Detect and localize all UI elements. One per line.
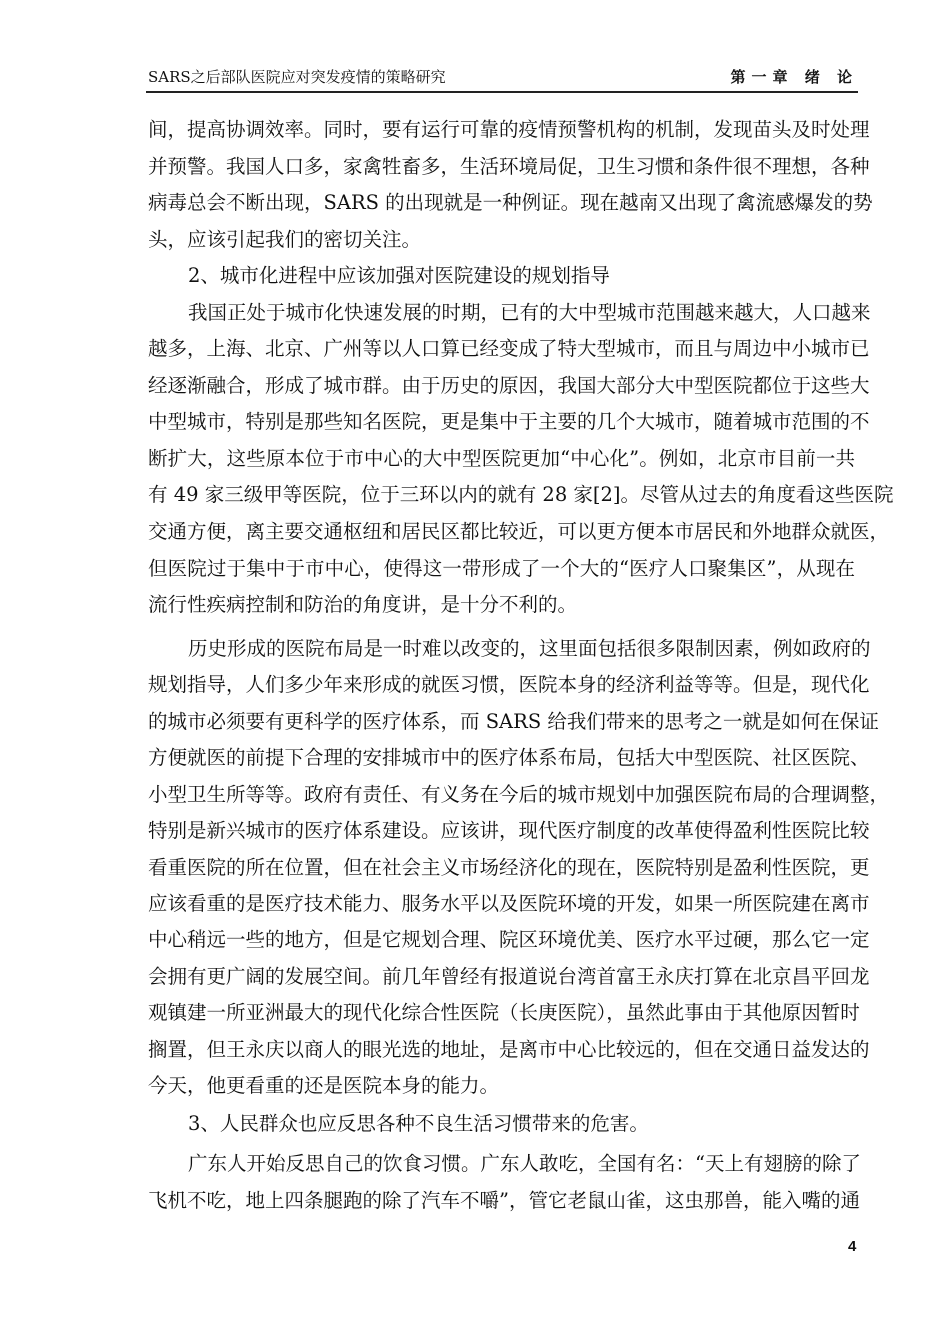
text-line: 断扩大，这些原本位于市中心的大中型医院更加“中心化”。例如，北京市目前一共 (148, 447, 855, 470)
text-line: 头，应该引起我们的密切关注。 (148, 228, 422, 251)
text-line: 我国正处于城市化快速发展的时期，已有的大中型城市范围越来越大，人口越来 (188, 301, 871, 324)
text-line: 并预警。我国人口多，家禽牲畜多，生活环境局促，卫生习惯和条件很不理想，各种 (148, 155, 870, 178)
section-heading: 2、城市化进程中应该加强对医院建设的规划指导 (188, 264, 610, 287)
text-line: 有 49 家三级甲等医院，位于三环以内的就有 28 家[2]。尽管从过去的角度看这些医院 (148, 483, 894, 506)
text-line: 的城市必须要有更科学的医疗体系，而 SARS 给我们带来的思考之一就是如何在保证 (148, 710, 879, 733)
section-heading: 3、人民群众也应反思各种不良生活习惯带来的危害。 (188, 1112, 649, 1135)
text-line: 今天，他更看重的还是医院本身的能力。 (148, 1074, 500, 1097)
text-line: 中心稍远一些的地方，但是它规划合理、院区环境优美、医疗水平过硬，那么它一定 (148, 928, 870, 951)
text-line: 但医院过于集中于市中心，使得这一带形成了一个大的“医疗人口聚集区”，从现在 (148, 557, 855, 580)
running-header-title: SARS之后部队医院应对突发疫情的策略研究 (148, 68, 446, 86)
text-line: 搁置，但王永庆以商人的眼光选的地址，是离市中心比较远的，但在交通日益发达的 (148, 1038, 870, 1061)
text-line: 飞机不吃，地上四条腿跑的除了汽车不嚼”，管它老鼠山雀，这虫那兽，能入嘴的通 (148, 1189, 860, 1212)
header-rule (146, 91, 858, 93)
text-line: 病毒总会不断出现，SARS 的出现就是一种例证。现在越南又出现了禽流感爆发的势 (148, 191, 873, 214)
text-line: 规划指导，人们多少年来形成的就医习惯，医院本身的经济利益等等。但是，现代化 (148, 673, 870, 696)
text-line: 应该看重的是医疗技术能力、服务水平以及医院环境的开发，如果一所医院建在离市 (148, 892, 870, 915)
text-line: 特别是新兴城市的医疗体系建设。应该讲，现代医疗制度的改革使得盈利性医院比较 (148, 819, 870, 842)
text-line: 看重医院的所在位置，但在社会主义市场经济化的现在，医院特别是盈利性医院，更 (148, 856, 870, 879)
text-line: 广东人开始反思自己的饮食习惯。广东人敢吃，全国有名：“天上有翅膀的除了 (188, 1152, 861, 1175)
text-line: 观镇建一所亚洲最大的现代化综合性医院（长庚医院），虽然此事由于其他原因暂时 (148, 1001, 860, 1024)
text-line: 流行性疾病控制和防治的角度讲，是十分不利的。 (148, 593, 578, 616)
text-line: 会拥有更广阔的发展空间。前几年曾经有报道说台湾首富王永庆打算在北京昌平回龙 (148, 965, 870, 988)
text-line: 中型城市，特别是那些知名医院，更是集中于主要的几个大城市，随着城市范围的不 (148, 410, 870, 433)
text-line: 经逐渐融合，形成了城市群。由于历史的原因，我国大部分大中型医院都位于这些大 (148, 374, 870, 397)
text-line: 方便就医的前提下合理的安排城市中的医疗体系布局，包括大中型医院、社区医院、 (148, 746, 870, 769)
page-number: 4 (848, 1238, 857, 1255)
running-header-chapter: 第一章 绪 论 (730, 68, 858, 86)
text-line: 间，提高协调效率。同时，要有运行可靠的疫情预警机构的机制，发现苗头及时处理 (148, 118, 870, 141)
text-line: 越多，上海、北京、广州等以人口算已经变成了特大型城市，而且与周边中小城市已 (148, 337, 870, 360)
text-line: 交通方便，离主要交通枢纽和居民区都比较近，可以更方便本市居民和外地群众就医， (148, 520, 890, 543)
text-line: 小型卫生所等等。政府有责任、有义务在今后的城市规划中加强医院布局的合理调整， (148, 783, 890, 806)
text-line: 历史形成的医院布局是一时难以改变的，这里面包括很多限制因素，例如政府的 (188, 637, 871, 660)
